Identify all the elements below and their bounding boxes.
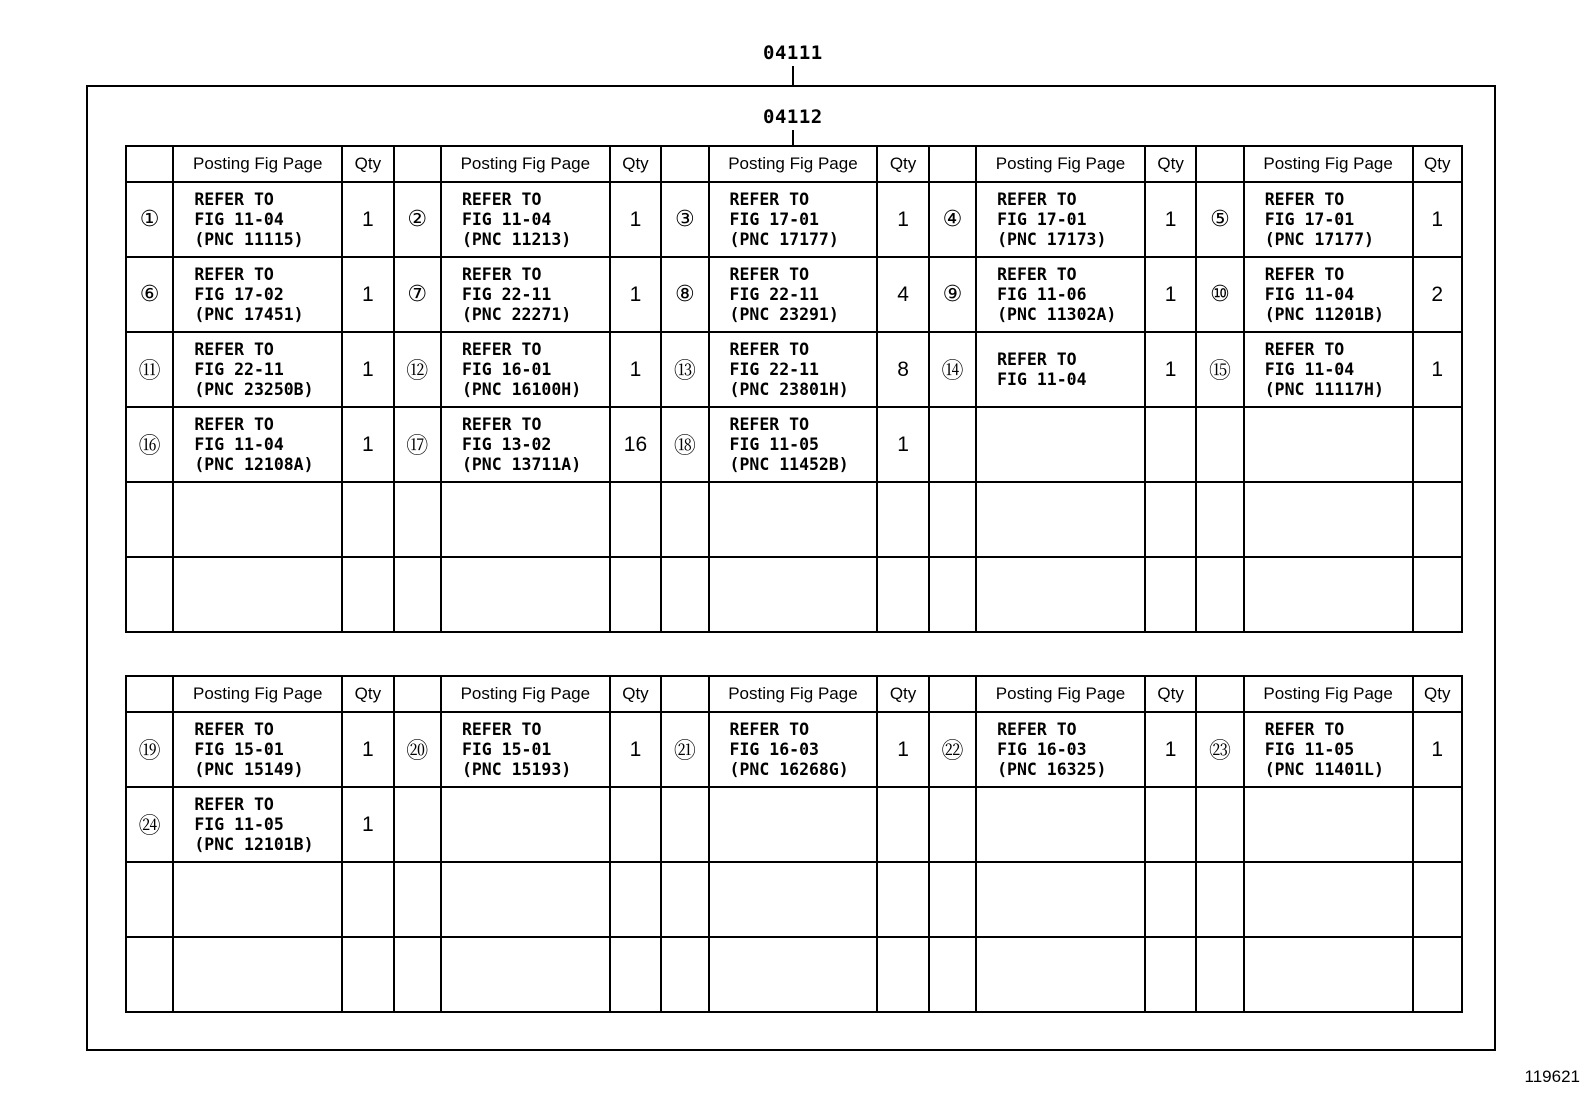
- pnc-reference: (PNC 11117H): [1264, 379, 1384, 399]
- posting-fig-page-cell: [441, 482, 610, 557]
- pnc-reference: (PNC 15149): [194, 759, 304, 779]
- header-index-cell: [661, 146, 708, 182]
- qty-cell: 1: [610, 712, 661, 787]
- qty-cell: [877, 862, 928, 937]
- posting-fig-page-cell: [173, 257, 342, 332]
- fig-reference: FIG 22-11: [194, 359, 284, 379]
- item-number: ⑪: [126, 332, 173, 407]
- item-number: [1196, 557, 1243, 632]
- pnc-reference: (PNC 11401L): [1264, 759, 1384, 779]
- item-number: ㉔: [126, 787, 173, 862]
- item-number: ㉓: [1196, 712, 1243, 787]
- qty-cell: 1: [1145, 182, 1196, 257]
- item-number: [394, 787, 441, 862]
- posting-fig-page-cell: [173, 182, 342, 257]
- table-row: [126, 332, 1462, 407]
- qty-cell: [610, 482, 661, 557]
- posting-fig-page-cell: [709, 862, 878, 937]
- pnc-reference: (PNC 12108A): [194, 454, 314, 474]
- table-row: [126, 937, 1462, 1012]
- header-qty: Qty: [1413, 146, 1462, 182]
- posting-fig-page-cell: [976, 407, 1145, 482]
- qty-cell: [1145, 787, 1196, 862]
- qty-cell: 1: [610, 257, 661, 332]
- fig-reference: FIG 16-01: [461, 359, 552, 379]
- posting-fig-page-cell: [1244, 862, 1413, 937]
- pnc-reference: (PNC 23801H): [729, 379, 849, 399]
- pnc-reference: (PNC 22271): [461, 304, 572, 324]
- fig-reference: FIG 11-05: [194, 814, 284, 834]
- refer-to-text: REFER TO: [997, 189, 1077, 209]
- header-index-cell: [661, 676, 708, 712]
- reference-table-1: [125, 145, 1463, 633]
- qty-cell: [1145, 407, 1196, 482]
- posting-fig-page-cell: [976, 482, 1145, 557]
- item-number: [1196, 862, 1243, 937]
- pnc-reference: (PNC 23291): [729, 304, 839, 324]
- item-number: [394, 557, 441, 632]
- refer-to-text: REFER TO: [461, 264, 542, 284]
- header-qty: Qty: [1145, 146, 1196, 182]
- qty-cell: [1145, 862, 1196, 937]
- header-index-cell: [394, 676, 441, 712]
- table-row: [126, 482, 1462, 557]
- qty-cell: 4: [877, 257, 928, 332]
- item-number: [929, 862, 976, 937]
- pnc-reference: (PNC 16268G): [729, 759, 849, 779]
- posting-fig-page-cell: [1244, 407, 1413, 482]
- refer-to-text: REFER TO: [729, 264, 810, 284]
- qty-cell: [1413, 482, 1462, 557]
- posting-fig-page-cell: [1244, 182, 1413, 257]
- refer-to-text: REFER TO: [194, 264, 274, 284]
- item-number: ⑫: [394, 332, 441, 407]
- qty-cell: [877, 787, 928, 862]
- header-index-cell: [1196, 146, 1243, 182]
- qty-cell: [877, 937, 928, 1012]
- header-index-cell: [394, 146, 441, 182]
- refer-to-text: REFER TO: [194, 414, 274, 434]
- refer-to-text: REFER TO: [729, 339, 810, 359]
- posting-fig-page-cell: [441, 407, 610, 482]
- item-number: [1196, 937, 1243, 1012]
- header-qty: Qty: [610, 676, 661, 712]
- fig-reference: FIG 11-04: [461, 209, 552, 229]
- table-row: [126, 862, 1462, 937]
- item-number: [1196, 787, 1243, 862]
- fig-reference: FIG 11-04: [1264, 284, 1355, 304]
- refer-to-text: REFER TO: [461, 189, 542, 209]
- posting-fig-page-cell: [173, 937, 342, 1012]
- header-qty: Qty: [877, 146, 928, 182]
- item-number: [929, 937, 976, 1012]
- qty-cell: 1: [342, 332, 393, 407]
- table-row: [126, 257, 1462, 332]
- header-qty: Qty: [342, 676, 393, 712]
- qty-cell: 1: [877, 407, 928, 482]
- assembly-label-04111: 04111: [763, 42, 823, 64]
- table-row: [126, 182, 1462, 257]
- fig-reference: FIG 17-02: [194, 284, 284, 304]
- posting-fig-page-cell: [976, 557, 1145, 632]
- posting-fig-page-cell: [173, 407, 342, 482]
- header-posting-fig-page: Posting Fig Page: [709, 146, 878, 182]
- qty-cell: 1: [610, 182, 661, 257]
- posting-fig-page-cell: [976, 937, 1145, 1012]
- item-number: [1196, 407, 1243, 482]
- item-number: ⑳: [394, 712, 441, 787]
- qty-cell: [1145, 937, 1196, 1012]
- item-number: [661, 482, 708, 557]
- posting-fig-page-cell: [709, 712, 878, 787]
- qty-cell: [877, 482, 928, 557]
- refer-to-text: REFER TO: [194, 189, 274, 209]
- fig-reference: FIG 11-04: [194, 209, 284, 229]
- refer-to-text: REFER TO: [997, 264, 1077, 284]
- item-number: [394, 482, 441, 557]
- item-number: ⑩: [1196, 257, 1243, 332]
- posting-fig-page-cell: [709, 182, 878, 257]
- posting-fig-page-cell: [441, 257, 610, 332]
- header-qty: Qty: [877, 676, 928, 712]
- header-qty: Qty: [342, 146, 393, 182]
- pnc-reference: (PNC 11201B): [1264, 304, 1384, 324]
- posting-fig-page-cell: [173, 482, 342, 557]
- qty-cell: 1: [342, 712, 393, 787]
- posting-fig-page-cell: [709, 257, 878, 332]
- item-number: [661, 787, 708, 862]
- refer-to-text: REFER TO: [997, 349, 1077, 369]
- item-number: ⑤: [1196, 182, 1243, 257]
- qty-cell: 1: [877, 712, 928, 787]
- fig-reference: FIG 16-03: [997, 739, 1087, 759]
- refer-to-text: REFER TO: [194, 719, 274, 739]
- leader-line-outer: [792, 66, 794, 86]
- item-number: [929, 482, 976, 557]
- item-number: ⑨: [929, 257, 976, 332]
- posting-fig-page-cell: [709, 482, 878, 557]
- qty-cell: [1413, 787, 1462, 862]
- table-row: [126, 407, 1462, 482]
- pnc-reference: (PNC 16100H): [461, 379, 582, 399]
- refer-to-text: REFER TO: [1264, 339, 1345, 359]
- posting-fig-page-cell: [709, 332, 878, 407]
- pnc-reference: (PNC 17177): [1264, 229, 1374, 249]
- fig-reference: FIG 11-04: [1264, 359, 1355, 379]
- fig-reference: FIG 16-03: [729, 739, 819, 759]
- item-number: [394, 862, 441, 937]
- fig-reference: FIG 11-06: [997, 284, 1087, 304]
- item-number: ①: [126, 182, 173, 257]
- item-number: ⑯: [126, 407, 173, 482]
- header-qty: Qty: [1413, 676, 1462, 712]
- posting-fig-page-cell: [1244, 557, 1413, 632]
- pnc-reference: (PNC 11213): [461, 229, 572, 249]
- item-number: [1196, 482, 1243, 557]
- refer-to-text: REFER TO: [194, 339, 274, 359]
- header-row: [126, 146, 1462, 182]
- posting-fig-page-cell: [441, 557, 610, 632]
- posting-fig-page-cell: [709, 787, 878, 862]
- qty-cell: 1: [1413, 712, 1462, 787]
- posting-fig-page-cell: [441, 862, 610, 937]
- qty-cell: [342, 557, 393, 632]
- qty-cell: 16: [610, 407, 661, 482]
- item-number: ㉑: [661, 712, 708, 787]
- posting-fig-page-cell: [173, 787, 342, 862]
- fig-reference: FIG 22-11: [729, 284, 819, 304]
- header-posting-fig-page: Posting Fig Page: [976, 676, 1145, 712]
- refer-to-text: REFER TO: [461, 414, 542, 434]
- pnc-reference: (PNC 16325): [997, 759, 1107, 779]
- reference-table-2: [125, 675, 1463, 1013]
- leader-line-inner: [792, 130, 794, 146]
- qty-cell: [342, 482, 393, 557]
- pnc-reference: (PNC 23250B): [194, 379, 314, 399]
- item-number: [126, 557, 173, 632]
- pnc-reference: (PNC 13711A): [461, 454, 582, 474]
- fig-reference: FIG 11-04: [997, 369, 1087, 389]
- header-posting-fig-page: Posting Fig Page: [1244, 676, 1413, 712]
- item-number: [929, 557, 976, 632]
- qty-cell: [610, 787, 661, 862]
- item-number: ③: [661, 182, 708, 257]
- header-posting-fig-page: Posting Fig Page: [441, 146, 610, 182]
- table-row: [126, 787, 1462, 862]
- item-number: [661, 862, 708, 937]
- qty-cell: [1413, 937, 1462, 1012]
- posting-fig-page-cell: [1244, 712, 1413, 787]
- posting-fig-page-cell: [976, 182, 1145, 257]
- refer-to-text: REFER TO: [729, 719, 810, 739]
- refer-to-text: REFER TO: [997, 719, 1077, 739]
- pnc-reference: (PNC 17173): [997, 229, 1107, 249]
- header-posting-fig-page: Posting Fig Page: [173, 676, 342, 712]
- refer-to-text: REFER TO: [461, 719, 542, 739]
- posting-fig-page-cell: [1244, 332, 1413, 407]
- pnc-reference: (PNC 11452B): [729, 454, 849, 474]
- header-posting-fig-page: Posting Fig Page: [173, 146, 342, 182]
- posting-fig-page-cell: [709, 937, 878, 1012]
- qty-cell: [1413, 862, 1462, 937]
- pnc-reference: (PNC 17451): [194, 304, 304, 324]
- qty-cell: 1: [342, 787, 393, 862]
- fig-reference: FIG 13-02: [461, 434, 552, 454]
- refer-to-text: REFER TO: [461, 339, 542, 359]
- posting-fig-page-cell: [1244, 937, 1413, 1012]
- item-number: [929, 787, 976, 862]
- fig-reference: FIG 15-01: [194, 739, 284, 759]
- posting-fig-page-cell: [976, 712, 1145, 787]
- fig-reference: FIG 22-11: [729, 359, 819, 379]
- item-number: ⑰: [394, 407, 441, 482]
- assembly-label-04112: 04112: [763, 106, 823, 128]
- item-number: ⑧: [661, 257, 708, 332]
- refer-to-text: REFER TO: [1264, 189, 1345, 209]
- header-posting-fig-page: Posting Fig Page: [441, 676, 610, 712]
- item-number: ⑥: [126, 257, 173, 332]
- header-posting-fig-page: Posting Fig Page: [976, 146, 1145, 182]
- posting-fig-page-cell: [709, 557, 878, 632]
- qty-cell: [342, 937, 393, 1012]
- posting-fig-page-cell: [173, 712, 342, 787]
- fig-reference: FIG 15-01: [461, 739, 552, 759]
- posting-fig-page-cell: [441, 182, 610, 257]
- item-number: ②: [394, 182, 441, 257]
- header-qty: Qty: [1145, 676, 1196, 712]
- fig-reference: FIG 11-05: [729, 434, 819, 454]
- item-number: [661, 937, 708, 1012]
- item-number: ⑬: [661, 332, 708, 407]
- refer-to-text: REFER TO: [1264, 719, 1345, 739]
- posting-fig-page-cell: [441, 332, 610, 407]
- posting-fig-page-cell: [1244, 787, 1413, 862]
- posting-fig-page-cell: [976, 257, 1145, 332]
- item-number: [126, 862, 173, 937]
- posting-fig-page-cell: [709, 407, 878, 482]
- header-index-cell: [1196, 676, 1243, 712]
- pnc-reference: (PNC 12101B): [194, 834, 314, 854]
- qty-cell: 1: [1413, 182, 1462, 257]
- fig-reference: FIG 17-01: [997, 209, 1087, 229]
- header-posting-fig-page: Posting Fig Page: [709, 676, 878, 712]
- item-number: ⑱: [661, 407, 708, 482]
- qty-cell: 1: [1145, 332, 1196, 407]
- item-number: ⑦: [394, 257, 441, 332]
- posting-fig-page-cell: [1244, 482, 1413, 557]
- item-number: ㉒: [929, 712, 976, 787]
- qty-cell: [877, 557, 928, 632]
- posting-fig-page-cell: [173, 332, 342, 407]
- item-number: ⑭: [929, 332, 976, 407]
- pnc-reference: (PNC 17177): [729, 229, 839, 249]
- posting-fig-page-cell: [441, 937, 610, 1012]
- qty-cell: [1413, 557, 1462, 632]
- qty-cell: [610, 862, 661, 937]
- header-row: [126, 676, 1462, 712]
- table-row: [126, 712, 1462, 787]
- header-index-cell: [126, 146, 173, 182]
- item-number: ⑮: [1196, 332, 1243, 407]
- qty-cell: [342, 862, 393, 937]
- qty-cell: 1: [342, 257, 393, 332]
- fig-reference: FIG 11-05: [1264, 739, 1355, 759]
- header-qty: Qty: [610, 146, 661, 182]
- posting-fig-page-cell: [441, 787, 610, 862]
- qty-cell: 1: [610, 332, 661, 407]
- item-number: ④: [929, 182, 976, 257]
- qty-cell: [1413, 407, 1462, 482]
- refer-to-text: REFER TO: [729, 414, 810, 434]
- qty-cell: 1: [1145, 712, 1196, 787]
- qty-cell: 2: [1413, 257, 1462, 332]
- qty-cell: [610, 937, 661, 1012]
- refer-to-text: REFER TO: [194, 794, 274, 814]
- item-number: [126, 937, 173, 1012]
- qty-cell: 1: [342, 182, 393, 257]
- item-number: [929, 407, 976, 482]
- header-index-cell: [929, 146, 976, 182]
- posting-fig-page-cell: [173, 557, 342, 632]
- fig-reference: FIG 17-01: [729, 209, 819, 229]
- fig-reference: FIG 22-11: [461, 284, 552, 304]
- posting-fig-page-cell: [441, 712, 610, 787]
- posting-fig-page-cell: [976, 787, 1145, 862]
- posting-fig-page-cell: [976, 862, 1145, 937]
- qty-cell: 8: [877, 332, 928, 407]
- fig-reference: FIG 17-01: [1264, 209, 1355, 229]
- posting-fig-page-cell: [976, 332, 1145, 407]
- item-number: [394, 937, 441, 1012]
- qty-cell: [610, 557, 661, 632]
- qty-cell: 1: [1145, 257, 1196, 332]
- posting-fig-page-cell: [1244, 257, 1413, 332]
- header-index-cell: [929, 676, 976, 712]
- refer-to-text: REFER TO: [1264, 264, 1345, 284]
- item-number: [126, 482, 173, 557]
- qty-cell: [1145, 557, 1196, 632]
- pnc-reference: (PNC 11302A): [997, 304, 1117, 324]
- table-row: [126, 557, 1462, 632]
- figure-id: 119621: [1524, 1067, 1580, 1086]
- pnc-reference: (PNC 15193): [461, 759, 572, 779]
- header-index-cell: [126, 676, 173, 712]
- qty-cell: 1: [877, 182, 928, 257]
- header-posting-fig-page: Posting Fig Page: [1244, 146, 1413, 182]
- qty-cell: 1: [342, 407, 393, 482]
- item-number: ⑲: [126, 712, 173, 787]
- qty-cell: 1: [1413, 332, 1462, 407]
- fig-reference: FIG 11-04: [194, 434, 284, 454]
- pnc-reference: (PNC 11115): [194, 229, 304, 249]
- qty-cell: [1145, 482, 1196, 557]
- item-number: [661, 557, 708, 632]
- posting-fig-page-cell: [173, 862, 342, 937]
- refer-to-text: REFER TO: [729, 189, 810, 209]
